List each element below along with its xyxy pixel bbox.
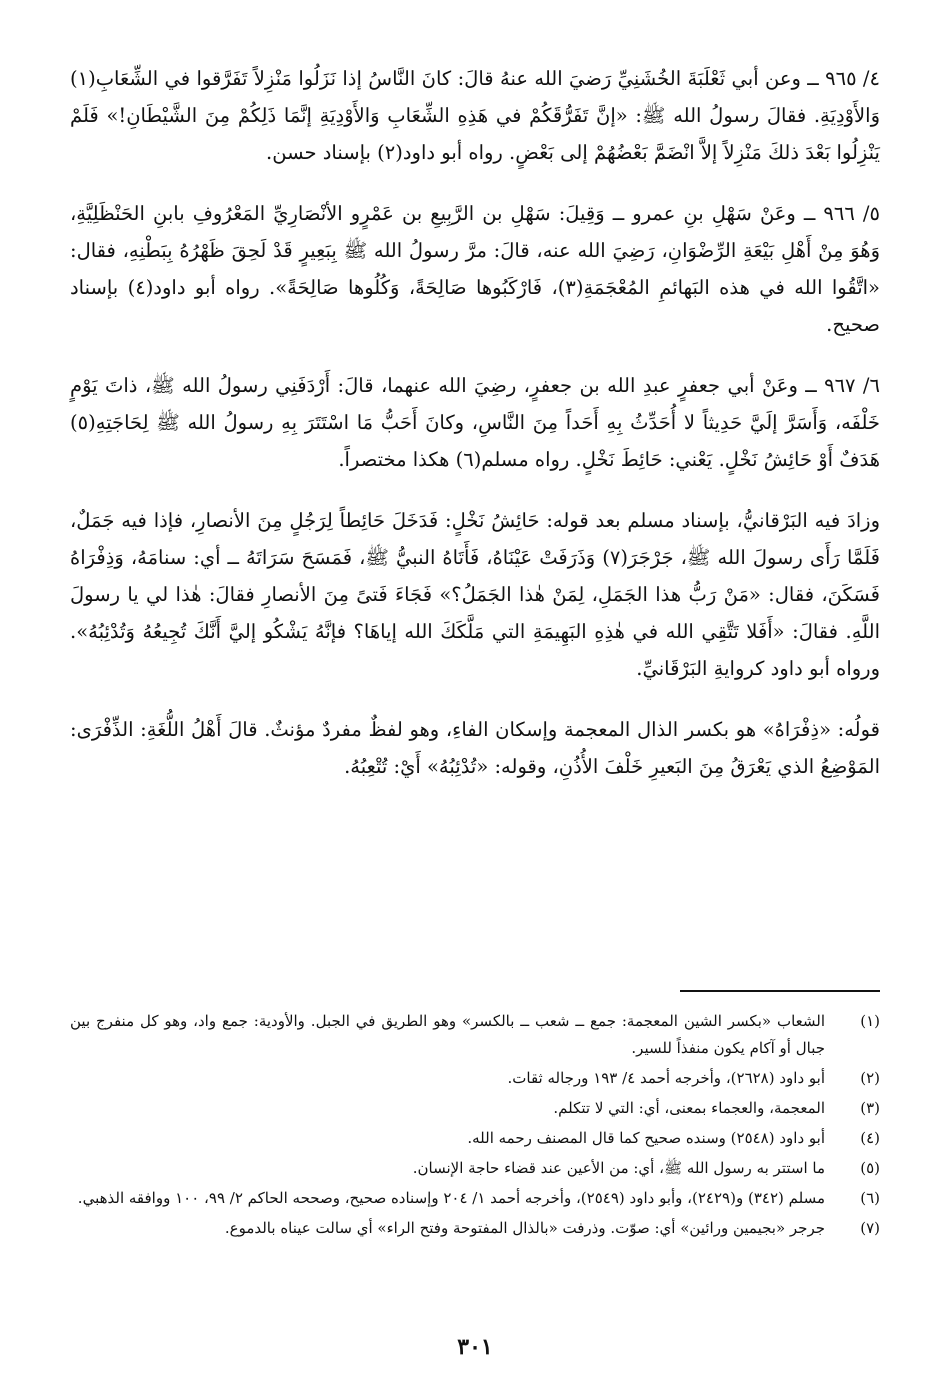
footnote-text: المعجمة، والعجماء بمعنى، أي: التي لا تتكلم.	[553, 1099, 825, 1117]
page-number: ٣٠١	[457, 1334, 493, 1360]
footnote-text: جرجر «بجيمين ورائين» أي: صوّت. وذرفت «بالذال المفتوحة وفتح الراء» أي سالت عيناه بالدموع.	[224, 1219, 825, 1237]
footnote-number: (٧)	[860, 1219, 880, 1237]
footnote-item	[70, 1155, 880, 1182]
hadith-paragraph-965: ٤/ ٩٦٥ ــ وعن أبي ثَعْلَبَةَ الخُشَنِيِّ رَضيَ الله عنهُ قالَ: كانَ النَّاسُ إذا نَزَلُوا مَنْزِلاً تَفَرَّقوا في الشِّعَابِ(١) وَالأَوْدِيَةِ. فقالَ رسولُ الله ﷺ: «إنَّ تَفَرُّقَكُمْ في هَذِهِ الشِّعَابِ وَالأَوْدِيَةِ إنَّمَا ذَلِكُمْ مِنَ الشَّيْطَانِ!» فَلَمْ يَنْزِلُوا بَعْدَ ذلكَ مَنْزِلاً إلاَّ انْضَمَّ بَعْضُهُمْ إلى بَعْضٍ. رواه أبو داود(٢) بإسناد حسن.	[70, 67, 880, 164]
footnote-number: (٢)	[860, 1069, 880, 1087]
footnote-number: (٦)	[860, 1189, 880, 1207]
footnote-text: مسلم (٣٤٢) و(٢٤٢٩)، وأبو داود (٢٥٤٩)، وأخرجه أحمد ١/ ٢٠٤ وإسناده صحيح، وصححه الحاكم ٢/ ٩٩، ١٠٠ ووافقه الذهبي.	[77, 1189, 825, 1207]
footnote-text: أبو داود (٢٥٤٨) وسنده صحيح كما قال المصنف رحمه الله.	[467, 1129, 825, 1147]
document-page	[70, 60, 880, 1360]
commentary-paragraph: قولُه: «ذِفْرَاهُ» هو بكسر الذال المعجمة وإسكان الفاءِ، وهو لفظٌ مفردٌ مؤنثٌ. قالَ أَهْلُ اللُّغَةِ: الذِّفْرَى: المَوْضِعُ الذي يَعْرَقُ مِنَ البَعيرِ خَلْفَ الأُذُنِ، وقوله: «تُدْئِبُهُ» أَيْ: تُتْعِبُهُ.	[70, 718, 880, 778]
footnote-item	[70, 1215, 880, 1242]
barqani-addition-paragraph: وزادَ فيه البَرْقانيُّ، بإسناد مسلم بعد قوله: حَائِشُ نَخْلٍ: فَدَخَلَ حَائِطاً لِرَجُلٍ مِنَ الأنصارِ، فإذا فيه جَمَلٌ، فَلَمَّا رَأَى رسولَ الله ﷺ، جَرْجَرَ(٧) وَذَرَفَتْ عَيْنَاهُ، فَأَتَاهُ النبيُّ ﷺ، فَمَسَحَ سَرَاتَهُ ــ أي: سنامَهُ، وَذِفْرَاهُ فَسَكَنَ، فقال: «مَنْ رَبُّ هذا الجَمَلِ، لِمَنْ هٰذا الجَمَلُ؟» فَجَاءَ فَتىً مِنَ الأنصارِ فقالَ: هٰذا لي يا رسولَ اللَّهِ. فقالَ: «أَفَلا تَتَّقِي الله في هٰذِهِ البَهِيمَةِ التي مَلَّكَكَ الله إياهَا؟ فإنَّهُ يَشْكُو إليَّ أَنَّكَ تُجِيعُهُ وَتُدْئِبُهُ». ورواه أبو داود كروايةِ البَرْقَانيِّ.	[70, 509, 880, 680]
footnote-item	[70, 1065, 880, 1092]
footnote-item	[70, 1185, 880, 1212]
footnote-number: (٤)	[860, 1129, 880, 1147]
footnote-item	[70, 1008, 880, 1062]
hadith-paragraph-966: ٥/ ٩٦٦ ــ وعَنْ سَهْلِ بنِ عمرو ــ وَقِيلَ: سَهْلِ بن الرَّبِيعِ بن عَمْرٍو الأنْصَارِيِّ المَعْرُوفِ بابنِ الحَنْظَلِيَّةِ، وَهُوَ مِنْ أَهْلِ بَيْعَةِ الرِّضْوَانِ، رَضِيَ الله عنه، قالَ: مرَّ رسولُ الله ﷺ بِبَعِيرٍ قَدْ لَحِقَ ظَهْرُهُ بِبَطْنِهِ، فقال: «اتَّقُوا الله في هذه البَهائمِ المُعْجَمَةِ(٣)، فَارْكَبُوها صَالِحَةً، وَكُلُوها صَالِحَةً». رواه أبو داود(٤) بإسناد صحيح.	[70, 202, 880, 336]
footnote-text: أبو داود (٢٦٢٨)، وأخرجه أحمد ٤/ ١٩٣ ورجاله ثقات.	[507, 1069, 825, 1087]
footnote-item	[70, 1125, 880, 1152]
footnote-number: (٥)	[860, 1159, 880, 1177]
footnotes-list	[70, 1008, 880, 1242]
footnote-item	[70, 1095, 880, 1122]
footnote-number: (١)	[860, 1012, 880, 1030]
footnote-number: (٣)	[860, 1099, 880, 1117]
hadith-paragraph-967: ٦/ ٩٦٧ ــ وعَنْ أبي جعفرٍ عبدِ الله بن جعفرٍ، رضِيَ الله عنهما، قالَ: أَرْدَفَنِي رسولُ الله ﷺ، ذاتَ يَوْمٍ خَلْفَه، وَأَسَرَّ إلَيَّ حَدِيثاً لا أُحَدِّثُ بِهِ أَحَداً مِنَ النَّاسِ، وكانَ أَحَبُّ مَا اسْتَتَرَ بِهِ رسولُ الله ﷺ لِحَاجَتِهِ(٥) هَدَفٌ أَوْ حَائِشُ نَخْلٍ. يَعْني: حَائِطَ نَخْلٍ. رواه مسلم(٦) هكذا مختصراً.	[70, 374, 880, 471]
footnote-text: ما استتر به رسول الله ﷺ، أي: من الأعين عند قضاء حاجة الإنسان.	[412, 1159, 825, 1177]
footnote-divider	[680, 990, 880, 992]
footnote-text: الشعاب «بكسر الشين المعجمة: جمع ــ شعب ــ بالكسر» وهو الطريق في الجبل. والأودية: جمع واد، وهو كل منفرج بين جبال أو آكام يكون منفذاً للسير.	[70, 1012, 825, 1057]
